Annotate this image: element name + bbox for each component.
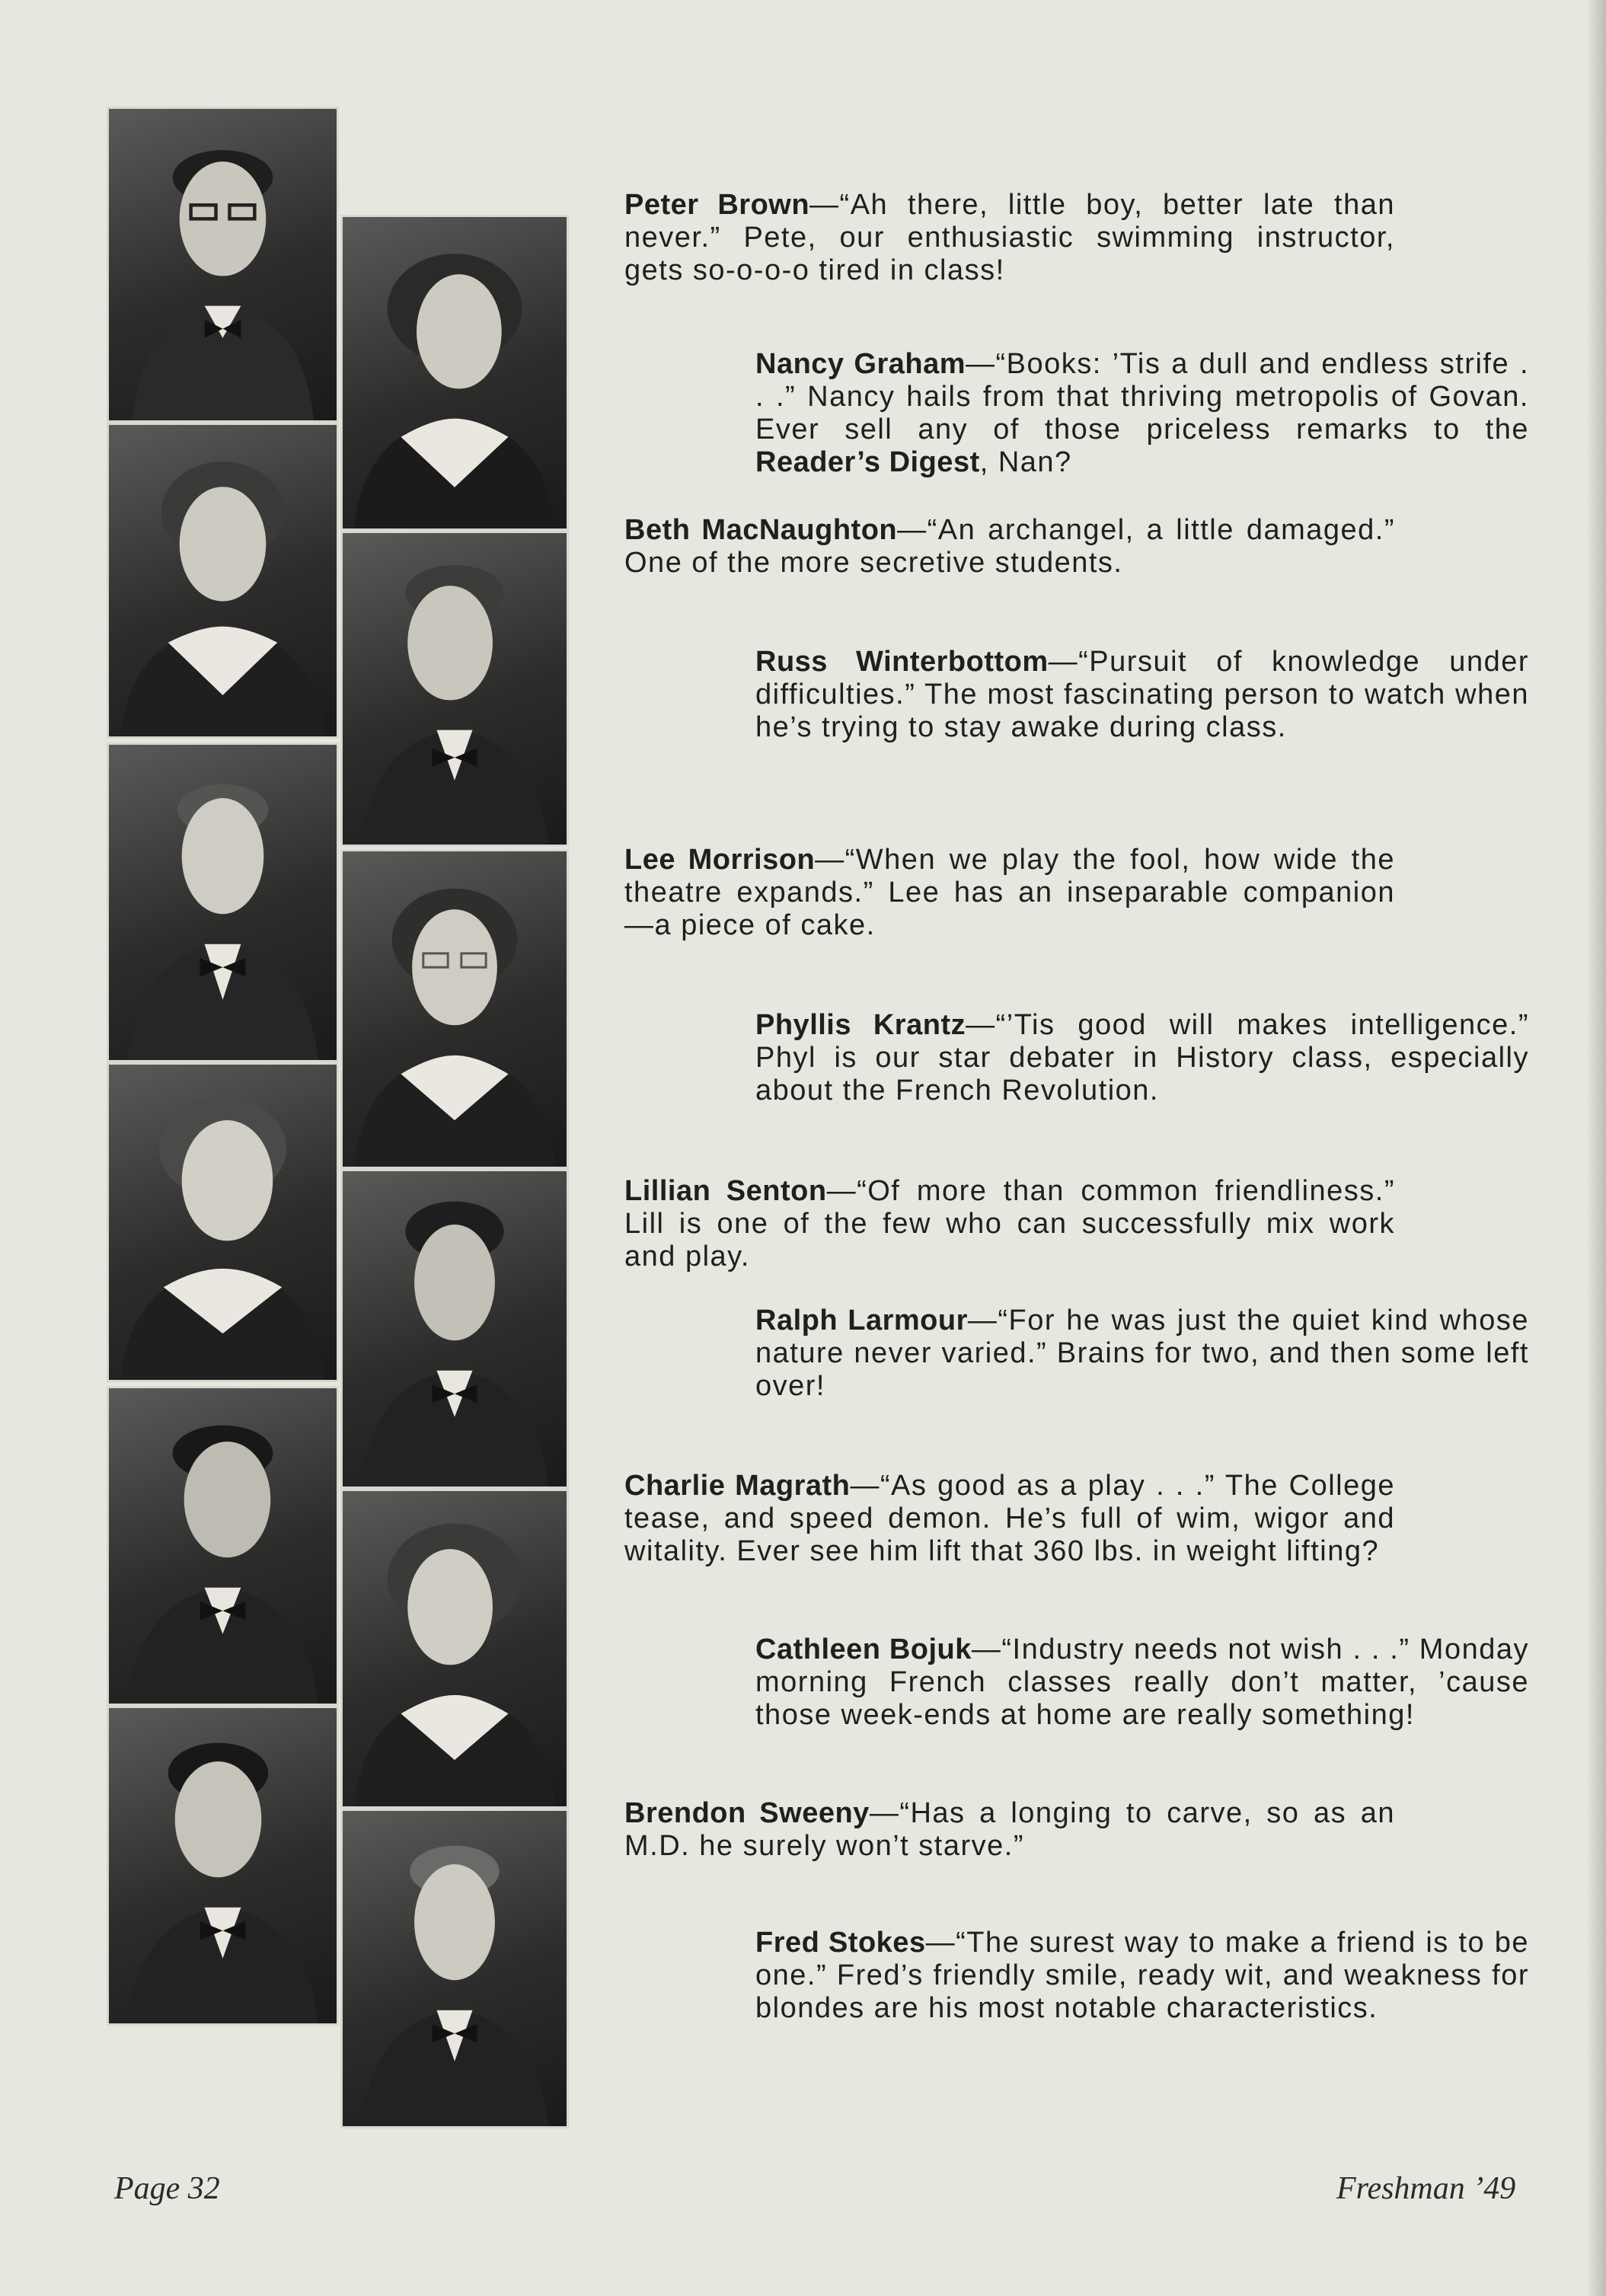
entry-ralph-larmour bbox=[755, 1304, 1529, 1403]
portrait-beth-macnaughton bbox=[107, 423, 339, 739]
entry-beth-macnaughton bbox=[624, 514, 1395, 580]
separator: — bbox=[826, 1175, 857, 1207]
entry-text: “Pursuit of knowledge under difficulties.” The most fascinating person to watch when he’s trying to stay awake during class. bbox=[755, 646, 1529, 743]
student-name: Nancy Graham bbox=[755, 348, 966, 380]
entry-brendon-sweeny bbox=[624, 1797, 1395, 1863]
portrait-brendon-sweeny bbox=[107, 1706, 339, 2026]
student-name: Lee Morrison bbox=[624, 844, 816, 876]
entry-text: “Books: ’Tis a dull and endless strife . . .” Nancy hails from that thriving metropolis of Govan. Ever sell any of those priceless remarks to the bbox=[755, 348, 1529, 445]
entry-text: “Has a longing to carve, so as an M.D. he surely won’t starve.” bbox=[624, 1797, 1395, 1862]
student-name: Russ Winterbottom bbox=[755, 646, 1049, 678]
separator: — bbox=[869, 1797, 900, 1829]
entry-text: “An archangel, a little damaged.” One of the more secretive students. bbox=[624, 514, 1396, 579]
entry-peter-brown bbox=[624, 189, 1395, 287]
separator: — bbox=[971, 1633, 1002, 1665]
entry-fred-stokes bbox=[755, 1927, 1529, 2025]
entry-text: “As good as a play . . .” The College tease, and speed demon. He’s full of wim, wigor and witality. Ever see him lift that 360 lbs. in weight lifting? bbox=[624, 1470, 1396, 1567]
portrait-phyllis-krantz bbox=[340, 849, 569, 1169]
student-name: Charlie Magrath bbox=[624, 1470, 851, 1502]
entry-lillian-senton bbox=[624, 1175, 1395, 1273]
portrait-cathleen-bojuk bbox=[340, 1489, 569, 1809]
student-name: Brendon Sweeny bbox=[624, 1797, 870, 1829]
student-name: Ralph Larmour bbox=[755, 1304, 968, 1336]
entry-russ-winterbottom bbox=[755, 646, 1529, 744]
page-edge-shadow bbox=[1586, 0, 1606, 2296]
publication-name: Reader’s Digest bbox=[755, 446, 980, 478]
student-name: Beth MacNaughton bbox=[624, 514, 898, 546]
entry-nancy-graham bbox=[755, 348, 1529, 479]
portrait-charlie-magrath bbox=[107, 1386, 339, 1706]
section-title: Freshman ’49 bbox=[1336, 2171, 1516, 2206]
entry-phyllis-krantz bbox=[755, 1009, 1529, 1107]
portrait-lee-morrison bbox=[107, 742, 339, 1062]
student-name: Lillian Senton bbox=[624, 1175, 827, 1207]
separator: — bbox=[966, 348, 996, 380]
separator: — bbox=[897, 514, 928, 546]
portrait-fred-stokes bbox=[340, 1809, 569, 2128]
entry-text: “Ah there, little boy, better late than never.” Pete, our enthusiastic swimming instructor, gets so-o-o-o tired in class! bbox=[624, 189, 1395, 286]
portrait-nancy-graham bbox=[340, 215, 569, 531]
separator: — bbox=[967, 1304, 998, 1336]
page-number: Page 32 bbox=[114, 2171, 220, 2206]
entry-text: “When we play the fool, how wide the theatre expands.” Lee has an inseparable companion —a piece of cake. bbox=[624, 844, 1395, 941]
portrait-lillian-senton bbox=[107, 1062, 339, 1382]
entry-text: “Of more than common friendliness.” Lill is one of the few who can successfully mix work and play. bbox=[624, 1175, 1395, 1273]
entry-charlie-magrath bbox=[624, 1470, 1395, 1568]
entry-cathleen-bojuk bbox=[755, 1633, 1529, 1732]
portrait-russ-winterbottom bbox=[340, 531, 569, 847]
portrait-ralph-larmour bbox=[340, 1169, 569, 1489]
separator: — bbox=[966, 1009, 996, 1041]
entry-text: “For he was just the quiet kind whose nature never varied.” Brains for two, and then some left over! bbox=[755, 1304, 1529, 1402]
student-name: Phyllis Krantz bbox=[755, 1009, 966, 1041]
portrait-peter-brown bbox=[107, 107, 339, 423]
separator: — bbox=[850, 1470, 880, 1502]
student-name: Cathleen Bojuk bbox=[755, 1633, 972, 1665]
entry-text: “’Tis good will makes intelligence.” Phyl is our star debater in History class, especially about the French Revolution. bbox=[755, 1009, 1529, 1106]
student-name: Peter Brown bbox=[624, 189, 810, 221]
separator: — bbox=[925, 1927, 956, 1959]
separator: — bbox=[815, 844, 845, 876]
entry-lee-morrison bbox=[624, 844, 1395, 942]
entry-text: “The surest way to make a friend is to be one.” Fred’s friendly smile, ready wit, and weakness for blondes are his most notable characteristics. bbox=[755, 1927, 1529, 2024]
separator: — bbox=[809, 189, 840, 221]
student-name: Fred Stokes bbox=[755, 1927, 926, 1959]
entry-text-end: , Nan? bbox=[979, 446, 1072, 478]
separator: — bbox=[1048, 646, 1079, 678]
entry-text: “Industry needs not wish . . .” Monday morning French classes really don’t matter, ’cause those week-ends at home are really something! bbox=[755, 1633, 1529, 1731]
